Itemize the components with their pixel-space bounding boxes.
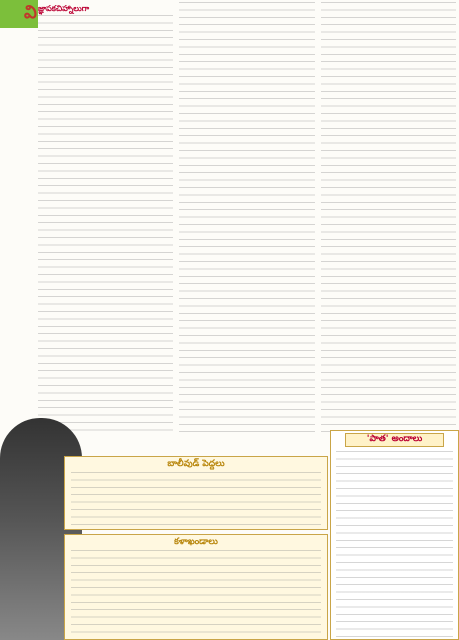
- box-heading: కళాఖండాలు: [174, 537, 218, 547]
- text-lines-placeholder: [179, 2, 314, 434]
- sidebar-heading: 'పాత' అందాలు: [345, 433, 444, 447]
- article-subheading: జ్ఞాపకచిహ్నాలుగా: [38, 4, 90, 13]
- kalakhandalu-box: [64, 534, 328, 640]
- article-columns: [38, 2, 456, 434]
- article-column-1: [38, 2, 173, 434]
- box-heading: బాలీవుడ్ పెద్దలు: [167, 459, 225, 469]
- article-column-3: [321, 2, 456, 434]
- box-text: [65, 471, 327, 529]
- bollywood-box: [64, 456, 328, 530]
- sidebar-text: [331, 449, 458, 640]
- logo-letter: వి: [24, 2, 37, 23]
- masthead-logo: [0, 0, 38, 28]
- text-lines-placeholder: [321, 2, 456, 434]
- text-lines-placeholder: [38, 15, 173, 434]
- sidebar-box: [330, 430, 459, 640]
- box-text: [65, 549, 327, 639]
- article-column-2: [179, 2, 314, 434]
